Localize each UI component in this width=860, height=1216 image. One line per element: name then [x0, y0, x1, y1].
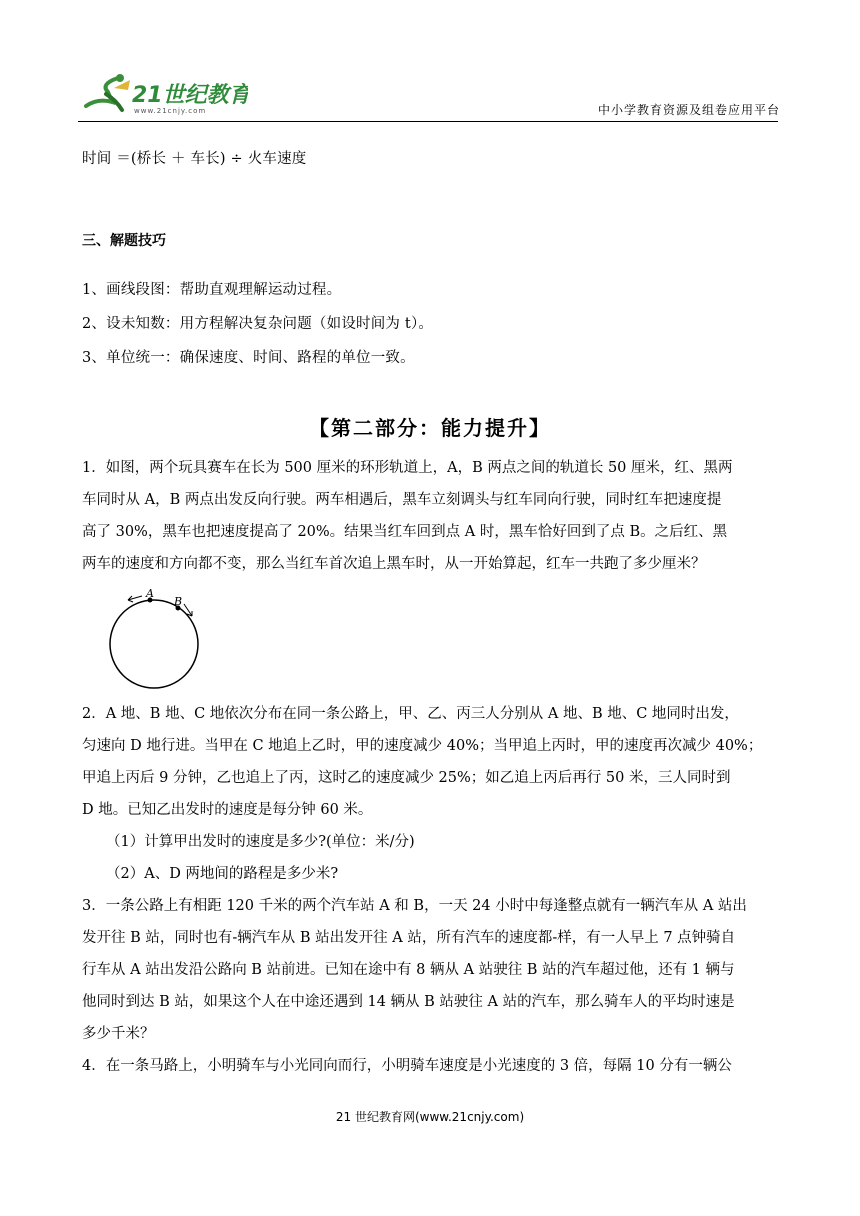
- problem-line: 他同时到达 B 站，如果这个人在中途还遇到 14 辆从 B 站驶往 A 站的汽车，那么骑车人的平均时速是: [82, 994, 735, 1010]
- page-footer: 21 世纪教育网(www.21cnjy.com): [335, 1110, 525, 1124]
- problem-4: [82, 1050, 782, 1082]
- problem-line: 甲追上丙后 9 分钟，乙也追上了丙，这时乙的速度减少 25%；如乙追上丙后再行 50 米，三人同时到: [82, 770, 731, 786]
- platform-name: 中小学教育资源及组卷应用平台: [597, 103, 780, 117]
- problem-line: 3．一条公路上有相距 120 千米的两个汽车站 A 和 B，一天 24 小时中每逢整点就有一辆汽车从 A 站出: [82, 898, 747, 914]
- problem-2: [82, 698, 782, 890]
- problem-line: D 地。已知乙出发时的速度是每分钟 60 米。: [82, 802, 373, 818]
- tip-item: 1、画线段图：帮助直观理解运动过程。: [82, 282, 342, 298]
- problem-line: 多少千米？: [82, 1026, 155, 1042]
- problem-line: 2．A 地、B 地、C 地依次分布在同一条公路上，甲、乙、丙三人分别从 A 地、B 地、C 地同时出发，: [82, 706, 739, 722]
- problem-line: 行车从 A 站出发沿公路向 B 站前进。已知在途中有 8 辆从 A 站驶往 B 站的汽车超过他，还有 1 辆与: [82, 962, 735, 978]
- tip-item: 2、设未知数：用方程解决复杂问题（如设时间为 t）。: [82, 316, 434, 332]
- label-a: A: [146, 587, 154, 600]
- logo-text: 21世纪教育: [132, 83, 248, 108]
- problem-line: 两车的速度和方向都不变，那么当红车首次追上黑车时，从一开始算起，红车一共跑了多少厘米？: [82, 556, 706, 572]
- tip-item: 3、单位统一：确保速度、时间、路程的单位一致。: [82, 350, 415, 366]
- problem-line: 高了 30%，黑车也把速度提高了 20%。结果当红车回到点 A 时，黑车恰好回到了点 B。之后红、黑: [82, 524, 728, 540]
- site-logo: [78, 70, 248, 116]
- runner-logo-icon: [78, 70, 248, 116]
- logo-url: www.21cnjy.com: [134, 107, 207, 115]
- circular-track-figure: [104, 586, 204, 691]
- problem-line: 1．如图，两个玩具赛车在长为 500 厘米的环形轨道上，A，B 两点之间的轨道长 50 厘米，红、黑两: [82, 460, 733, 476]
- problem-line: 发开往 B 站，同时也有-辆汽车从 B 站出发开往 A 站，所有汽车的速度都-样，有一人早上 7 点钟骑自: [82, 930, 736, 946]
- problem-3: [82, 890, 782, 1050]
- sub-question: （2）A、D 两地间的路程是多少米?: [106, 866, 339, 882]
- label-b: B: [174, 595, 183, 608]
- part-title: 【第二部分：能力提升】: [309, 416, 551, 440]
- sub-question: （1）计算甲出发时的速度是多少?(单位：米/分): [106, 834, 415, 850]
- header-divider: [78, 121, 778, 122]
- section-heading: 三、解题技巧: [82, 233, 166, 249]
- problem-1: [82, 452, 782, 580]
- problem-line: 车同时从 A，B 两点出发反向行驶。两车相遇后，黑车立刻调头与红车同向行驶，同时红车把速度提: [82, 492, 722, 508]
- problem-line: 匀速向 D 地行进。当甲在 C 地追上乙时，甲的速度减少 40%；当甲追上丙时，甲的速度再次减少 40%；: [82, 738, 763, 754]
- problem-line: 4．在一条马路上，小明骑车与小光同向而行，小明骑车速度是小光速度的 3 倍，每隔 10 分有一辆公: [82, 1058, 732, 1074]
- track-circle: [110, 600, 198, 688]
- formula-line: 时间 ＝(桥长 ＋ 车长) ÷ 火车速度: [82, 151, 307, 167]
